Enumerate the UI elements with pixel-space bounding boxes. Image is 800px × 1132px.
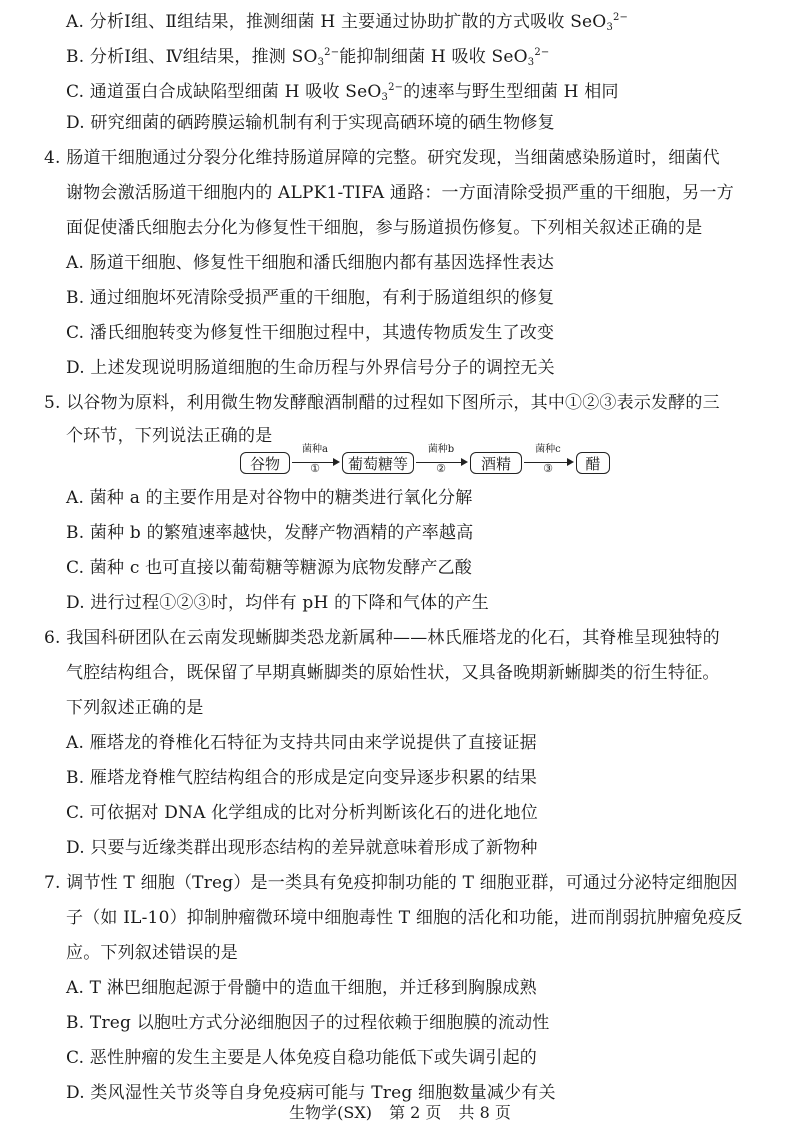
q7-stem-line-3: 应。下列叙述错误的是 [66,943,238,963]
q5-stem-line-2: 个环节，下列说法正确的是 [66,426,273,446]
q3-option-d: D. 研究细菌的硒跨膜运输机制有利于实现高硒环境的硒生物修复 [66,113,555,133]
q4-option-d: D. 上述发现说明肠道细胞的生命历程与外界信号分子的调控无关 [66,358,555,378]
q3-option-a-text: A. 分析Ⅰ组、Ⅱ组结果，推测细菌 H 主要通过协助扩散的方式吸收 SeO [66,12,607,32]
q5-option-b: B. 菌种 b 的繁殖速率越快，发酵产物酒精的产率越高 [66,523,474,543]
flow-step-1: ① [310,462,320,475]
fermentation-flow-diagram [240,444,620,484]
footer-total-pages: 共 8 页 [458,1103,511,1122]
q5-option-a: A. 菌种 a 的主要作用是对谷物中的糖类进行氧化分解 [66,488,473,508]
q6-option-b: B. 雁塔龙脊椎气腔结构组合的形成是定向变异逐步积累的结果 [66,768,538,788]
q3-option-c [66,76,619,110]
q7-option-b: B. Treg 以胞吐方式分泌细胞因子的过程依赖于细胞膜的流动性 [66,1013,550,1033]
q6-option-a: A. 雁塔龙的脊椎化石特征为支持共同由来学说提供了直接证据 [66,733,537,753]
q4-stem-line-3: 面促使潘氏细胞去分化为修复性干细胞，参与肠道损伤修复。下列相关叙述正确的是 [66,218,703,238]
footer-page-number: 第 2 页 [389,1103,442,1122]
q6-stem-line-1: 6. 我国科研团队在云南发现蜥脚类恐龙新属种——林氏雁塔龙的化石，其脊椎呈现独特的 [44,628,720,648]
q5-option-c: C. 菌种 c 也可直接以葡萄糖等糖源为底物发酵产乙酸 [66,558,472,578]
q6-option-c: C. 可依据对 DNA 化学组成的比对分析判断该化石的进化地位 [66,803,538,823]
flow-label-strain-c: 菌种c [535,444,561,455]
superscript: 2− [613,12,629,23]
superscript: 2− [324,47,340,58]
q4-option-a: A. 肠道干细胞、修复性干细胞和潘氏细胞内都有基因选择性表达 [66,253,555,273]
flow-label-strain-b: 菌种b [427,444,455,455]
q4-option-c: C. 潘氏细胞转变为修复性干细胞过程中，其遗传物质发生了改变 [66,323,555,343]
flow-box-vinegar: 醋 [576,452,610,474]
q4-stem-line-2: 谢物会激活肠道干细胞内的 ALPK1-TIFA 通路：一方面清除受损严重的干细胞，另一方 [66,183,734,203]
q7-option-d: D. 类风湿性关节炎等自身免疫病可能与 Treg 细胞数量减少有关 [66,1083,556,1103]
flow-label-strain-a: 菌种a [302,444,328,455]
q6-stem-line-2: 气腔结构组合，既保留了早期真蜥脚类的原始性状，又具备晚期新蜥脚类的衍生特征。 [66,663,720,683]
flow-box-grain: 谷物 [240,452,290,474]
q3-option-b [66,41,550,75]
subscript: 3 [527,57,535,68]
q4-option-b: B. 通过细胞坏死清除受损严重的干细胞，有利于肠道组织的修复 [66,288,555,308]
subscript: 3 [381,92,389,103]
flow-step-3: ③ [543,462,553,475]
q6-stem-line-3: 下列叙述正确的是 [66,698,204,718]
q7-option-c: C. 恶性肿瘤的发生主要是人体免疫自稳功能低下或失调引起的 [66,1048,538,1068]
q3-option-c-text: C. 通道蛋白合成缺陷型细菌 H 吸收 SeO [66,82,382,102]
q7-option-a: A. T 淋巴细胞起源于骨髓中的造血干细胞，并迁移到胸腺成熟 [66,978,537,998]
q3-option-b-text-2: 能抑制细菌 H 吸收 SeO [339,47,528,67]
q7-stem-line-1: 7. 调节性 T 细胞（Treg）是一类具有免疫抑制功能的 T 细胞亚群，可通过分泌特定细胞因 [44,873,738,893]
superscript: 2− [388,82,404,93]
q5-option-d: D. 进行过程①②③时，均伴有 pH 的下降和气体的产生 [66,593,489,613]
q5-stem-line-1: 5. 以谷物为原料，利用微生物发酵酿酒制醋的过程如下图所示，其中①②③表示发酵的三 [44,393,720,413]
flow-box-alcohol: 酒精 [470,452,522,474]
page-footer [0,1102,800,1124]
flow-box-glucose: 葡萄糖等 [342,452,414,474]
q7-stem-line-2: 子（如 IL-10）抑制肿瘤微环境中细胞毒性 T 细胞的活化和功能，进而削弱抗肿瘤免疫反 [66,908,743,928]
subscript: 3 [606,22,613,33]
q4-stem-line-1: 4. 肠道干细胞通过分裂分化维持肠道屏障的完整。研究发现，当细菌感染肠道时，细菌代 [44,148,720,168]
q3-option-c-text-2: 的速率与野生型细菌 H 相同 [403,82,619,102]
q6-option-d: D. 只要与近缘类群出现形态结构的差异就意味着形成了新物种 [66,838,538,858]
superscript: 2− [534,47,550,58]
footer-subject: 生物学(SX) [289,1103,372,1122]
flow-step-2: ② [436,462,446,475]
q3-option-a [66,6,628,40]
subscript: 3 [317,57,325,68]
q3-option-b-text: B. 分析Ⅰ组、Ⅳ组结果，推测 SO [66,47,318,67]
